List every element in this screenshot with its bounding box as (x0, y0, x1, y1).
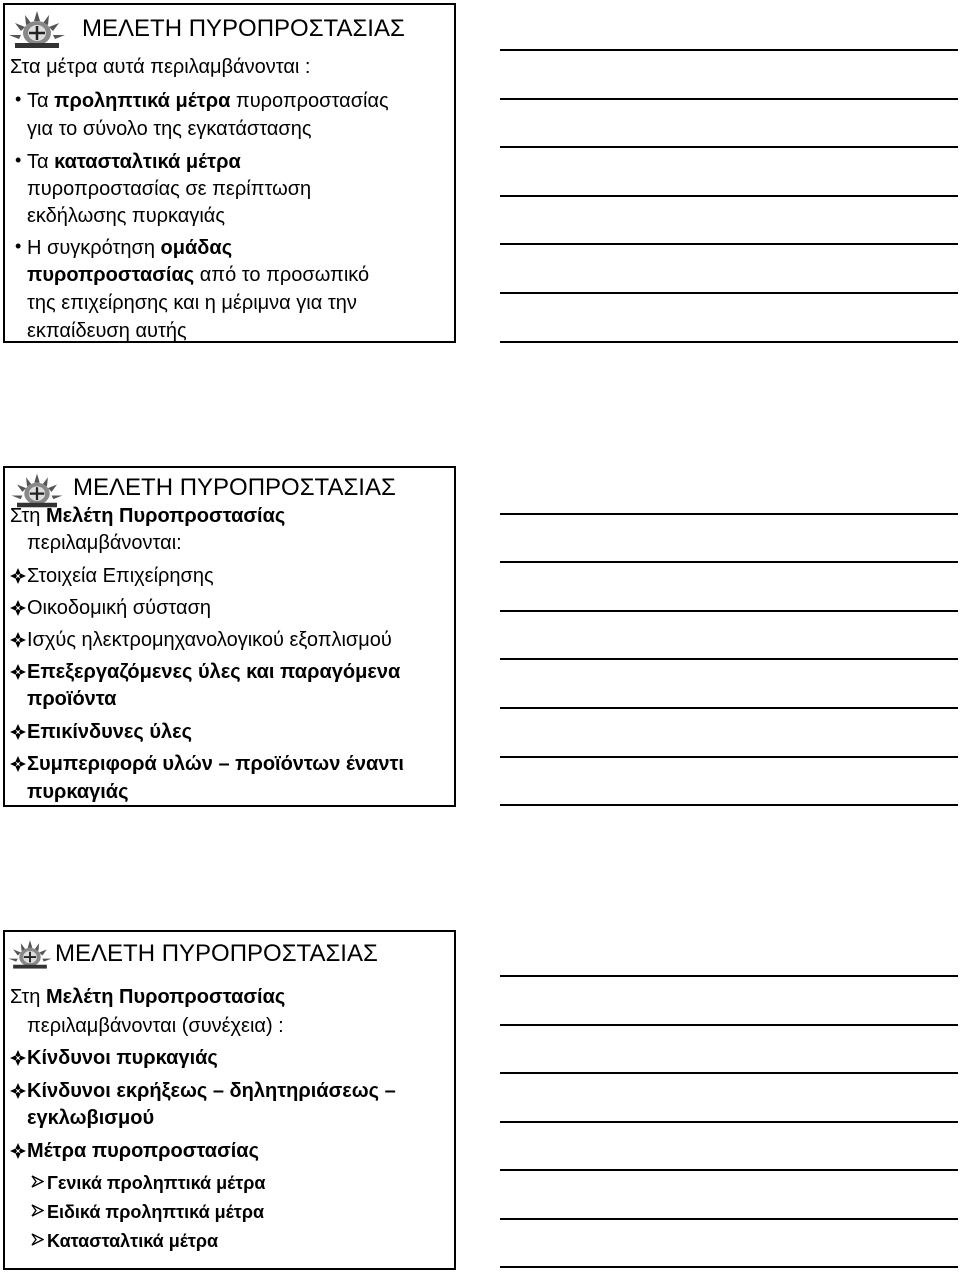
note-line (500, 658, 958, 660)
arrow-bullet-icon (31, 1204, 44, 1217)
bullet-3-line-3: της επιχείρησης και η μέριμνα για την (27, 292, 357, 314)
diamond-bullet-icon (9, 723, 27, 741)
note-line (500, 146, 958, 148)
slide-intro: Στα μέτρα αυτά περιλαμβάνονται : (10, 56, 311, 78)
slide-2 (3, 466, 456, 807)
bullet-3-line-4: εκπαίδευση αυτής (27, 320, 187, 342)
slide-title: ΜΕΛΕΤΗ ΠΥΡΟΠΡΟΣΤΑΣΙΑΣ (82, 15, 405, 42)
arrow-bullet-icon (31, 1175, 44, 1188)
list-item: Στοιχεία Επιχείρησης (27, 565, 214, 587)
list-item: Κίνδυνοι πυρκαγιάς (27, 1047, 218, 1069)
list-item: Επικίνδυνες ύλες (27, 721, 193, 743)
note-line (500, 98, 958, 100)
diamond-bullet-icon (9, 599, 27, 617)
diamond-bullet-icon (9, 755, 27, 773)
slide-intro-line-2: περιλαμβάνονται: (27, 532, 182, 554)
list-item: Κίνδυνοι εκρήξεως – δηλητηριάσεως – (27, 1080, 396, 1102)
note-line (500, 1121, 958, 1123)
slide-intro-line-1: Στη Μελέτη Πυροπροστασίας (10, 986, 286, 1008)
slide-1 (3, 3, 456, 343)
note-line (500, 1266, 958, 1268)
note-line (500, 1218, 958, 1220)
note-line (500, 707, 958, 709)
note-line (500, 49, 958, 51)
note-line (500, 756, 958, 758)
list-item: Συμπεριφορά υλών – προϊόντων έναντι (27, 753, 404, 775)
slide-title: ΜΕΛΕΤΗ ΠΥΡΟΠΡΟΣΤΑΣΙΑΣ (55, 940, 378, 967)
list-item-continuation: προϊόντα (27, 688, 117, 710)
diamond-bullet-icon (9, 663, 27, 681)
bullet-3-line-1: Η συγκρότηση ομάδας (27, 237, 233, 259)
fire-service-emblem-icon (7, 7, 67, 51)
note-line (500, 513, 958, 515)
slide-intro-line-1: Στη Μελέτη Πυροπροστασίας (10, 505, 286, 527)
bullet-2-line-3: εκδήλωσης πυρκαγιάς (27, 205, 225, 227)
bullet-2-line-2: πυροπροστασίας σε περίπτωση (27, 178, 312, 200)
note-line (500, 804, 958, 806)
note-line (500, 292, 958, 294)
diamond-bullet-icon (9, 567, 27, 585)
note-line (500, 243, 958, 245)
note-line (500, 975, 958, 977)
slide-title: ΜΕΛΕΤΗ ΠΥΡΟΠΡΟΣΤΑΣΙΑΣ (73, 474, 396, 501)
diamond-bullet-icon (9, 1142, 27, 1160)
list-item: Οικοδομική σύσταση (27, 597, 212, 619)
list-item-continuation: πυρκαγιάς (27, 781, 129, 803)
note-line (500, 195, 958, 197)
sub-list-item: Ειδικά προληπτικά μέτρα (47, 1202, 265, 1222)
bullet-dot-icon: • (15, 236, 22, 256)
note-line (500, 1072, 958, 1074)
bullet-dot-icon: • (15, 89, 22, 109)
slide-intro-line-2: περιλαμβάνονται (συνέχεια) : (27, 1015, 284, 1037)
bullet-1-line-2: για το σύνολο της εγκατάστασης (27, 118, 312, 140)
sub-list-item: Κατασταλτικά μέτρα (47, 1231, 219, 1251)
bullet-3-line-2: πυροπροστασίας από το προσωπικό (27, 264, 370, 286)
list-item-continuation: εγκλωβισμού (27, 1107, 155, 1129)
list-item: Επεξεργαζόμενες ύλες και παραγόμενα (27, 661, 401, 683)
note-line (500, 1169, 958, 1171)
note-line (500, 561, 958, 563)
note-line (500, 341, 958, 343)
diamond-bullet-icon (9, 1049, 27, 1067)
sub-list-item: Γενικά προληπτικά μέτρα (47, 1173, 266, 1193)
list-item: Ισχύς ηλεκτρομηχανολογικού εξοπλισμού (27, 629, 392, 651)
bullet-dot-icon: • (15, 150, 22, 170)
note-line (500, 1024, 958, 1026)
bullet-2-line-1: Τα κατασταλτικά μέτρα (27, 151, 241, 173)
note-line (500, 610, 958, 612)
diamond-bullet-icon (9, 631, 27, 649)
list-item: Μέτρα πυροπροστασίας (27, 1140, 260, 1162)
bullet-1-line-1: Τα προληπτικά μέτρα πυροπροστασίας (27, 90, 389, 112)
slide-3 (3, 930, 456, 1270)
fire-service-emblem-icon (7, 934, 53, 974)
diamond-bullet-icon (9, 1082, 27, 1100)
arrow-bullet-icon (31, 1233, 44, 1246)
